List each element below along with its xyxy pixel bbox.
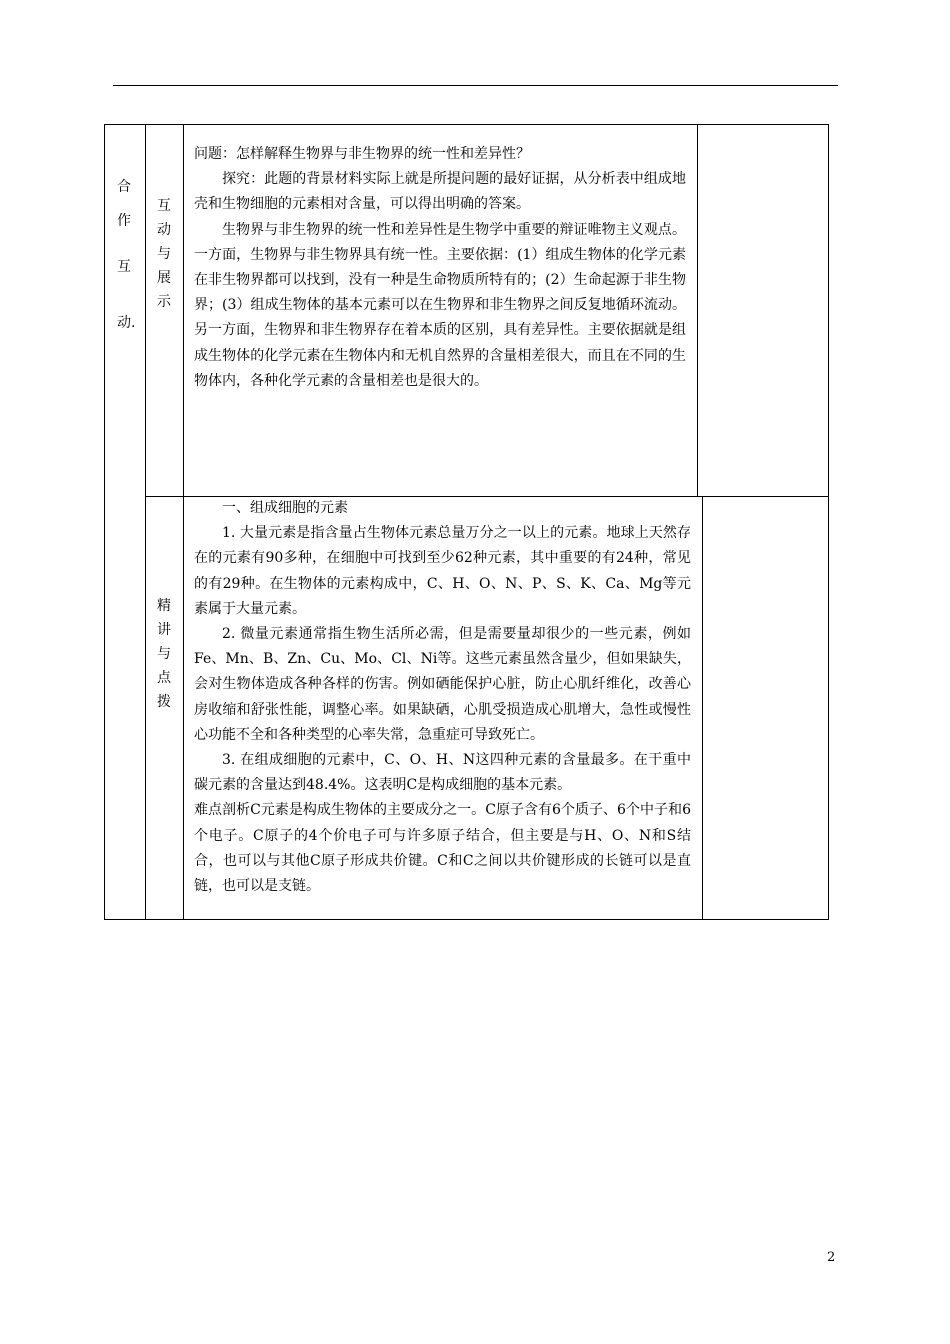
header-rule	[113, 85, 838, 86]
section1-question: 问题：怎样解释生物界与非生物界的统一性和差异性？	[194, 146, 530, 162]
section1-label: 互 动 与 展 示	[157, 198, 171, 310]
section2-p4: 难点剖析C元素是构成生物体的主要成分之一。C原子含有6个质子、6个中子和6个电子。C原子的4个价电子可与许多原子结合，但主要是与H、O、N和S结合，也可以与其他C原子形成共价键。C和C之间以共价键形成的长链可以是直链，也可以是支链。	[194, 802, 691, 895]
section2-text	[194, 496, 691, 899]
section2-p2: 2. 微量元素通常指生物生活所必需，但是需要量却很少的一些元素，例如Fe、Mn、B、Zn、Cu、Mo、Cl、Ni等。这些元素虽然含量少，但如果缺失，会对生物体造成各种各样的伤害。例如硒能保护心脏，防止心肌纤维化，改善心房收缩和舒张性能，调整心率。如果缺硒，心肌受损造成心肌增大，急性或慢性心功能不全和各种类型的心率失常，急重症可导致死亡。	[194, 626, 691, 743]
section1-notes-cell	[697, 124, 829, 497]
section1-explore: 探究：此题的背景材料实际上就是所提问题的最好证据，从分析表中组成地壳和生物细胞的元素相对含量，可以得出明确的答案。	[194, 171, 686, 213]
section2-p3: 3. 在组成细胞的元素中，C、O、H、N这四种元素的含量最多。在干重中碳元素的含量达到48.4%。这表明C是构成细胞的基本元素。	[194, 752, 691, 794]
section2-label: 精 讲 与 点 拨	[157, 598, 171, 710]
section2-p1: 1. 大量元素是指含量占生物体元素总量万分之一以上的元素。地球上天然存在的元素有90多种，在细胞中可找到至少62种元素，其中重要的有24种，常见的有29种。在生物体的元素构成中，C、H、O、N、P、S、K、Ca、Mg等元素属于大量元素。	[194, 525, 691, 617]
section2-notes-cell	[702, 496, 829, 920]
section1-text	[194, 142, 686, 394]
outer-label: 合 作 互 动.	[117, 179, 136, 331]
page-number: 2	[827, 1250, 836, 1265]
section1-body: 生物界与非生物界的统一性和差异性是生物学中重要的辩证唯物主义观点。一方面，生物界与非生物界具有统一性。主要依据：(1）组成生物体的化学元素在非生物界都可以找到，没有一种是生命物质所特有的；(2）生命起源于非生物界；(3）组成生物体的基本元素可以在生物界和非生物界之间反复地循环流动。另一方面，生物界和非生物界存在着本质的区别，具有差异性。主要依据就是组成生物体的化学元素在生物体内和无机自然界的含量相差很大，而且在不同的生物体内，各种化学元素的含量相差也是很大的。	[194, 221, 686, 389]
section2-heading: 一、组成细胞的元素	[222, 500, 348, 516]
